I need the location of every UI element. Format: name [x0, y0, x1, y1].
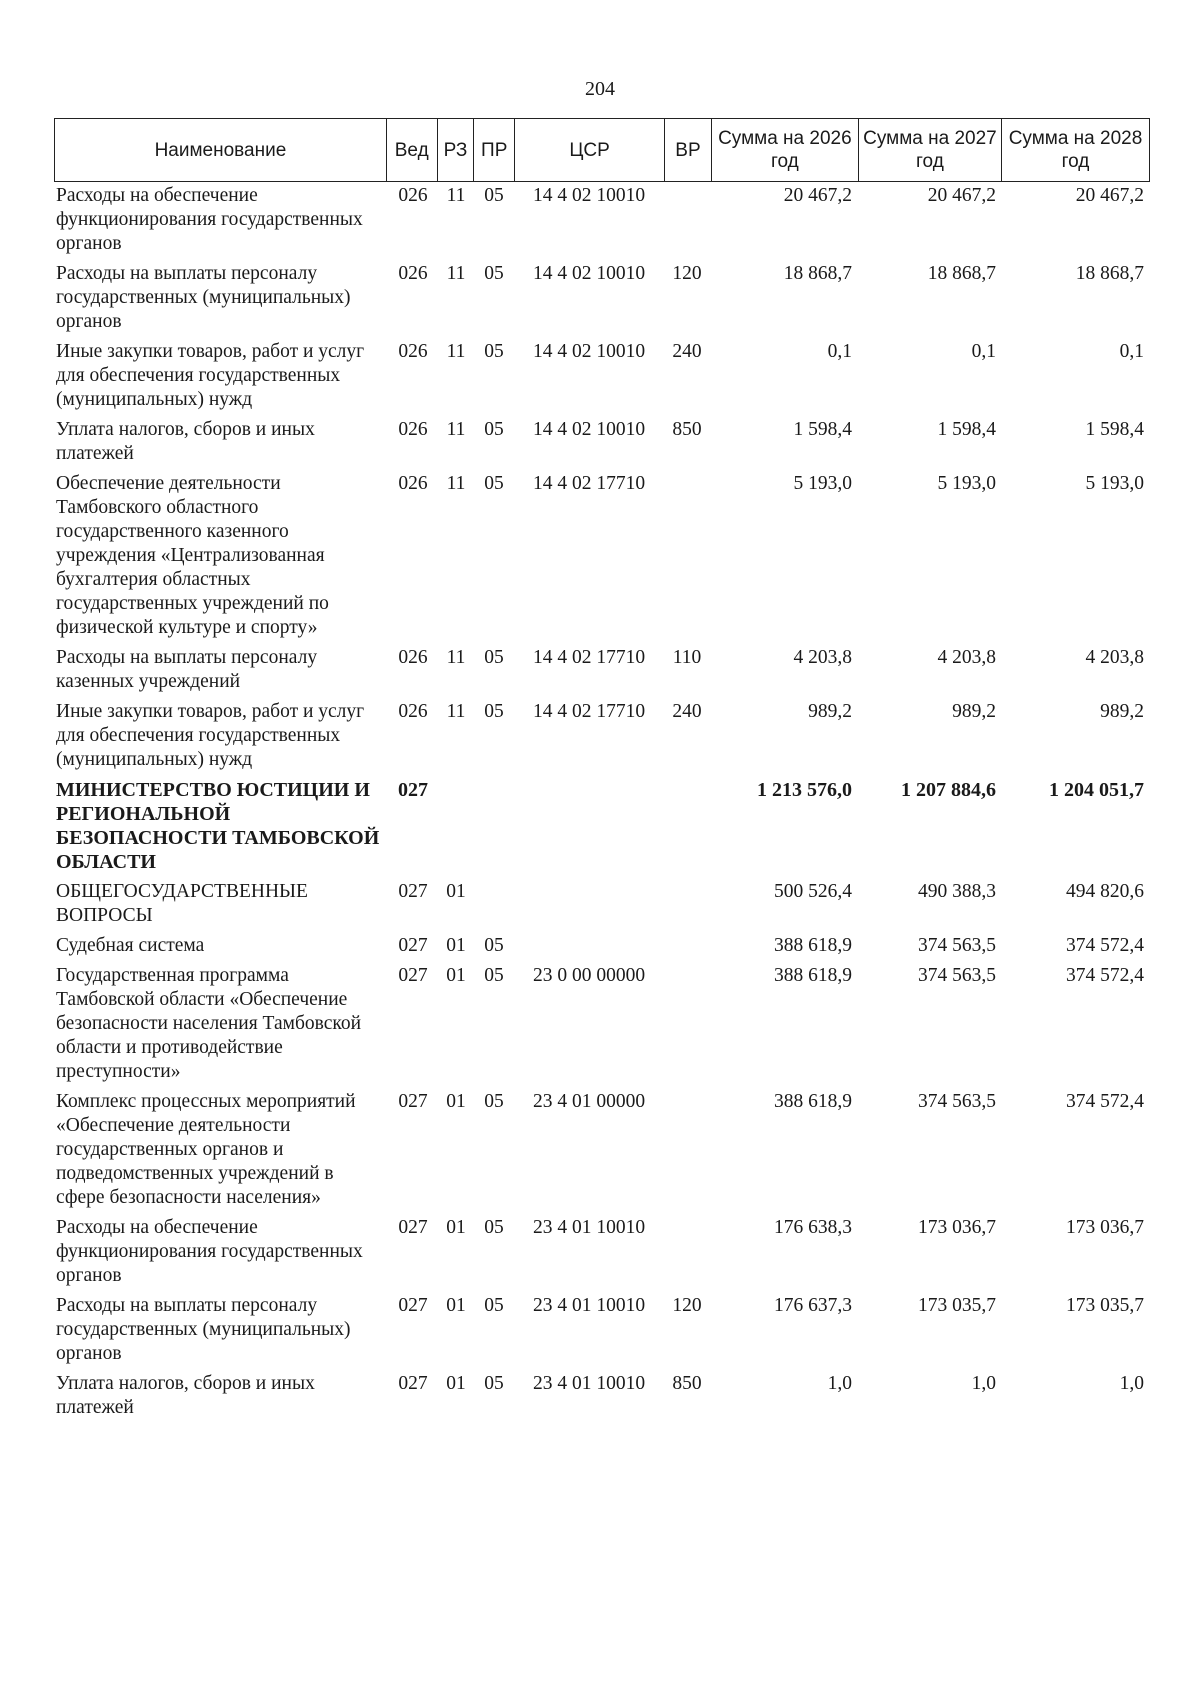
- cell-name: Расходы на выплаты персоналу государственных (муниципальных) органов: [56, 1295, 351, 1364]
- cell-csr: 23 4 01 00000: [532, 1091, 646, 1112]
- header-name: Наименование: [55, 119, 387, 181]
- cell-rz: 11: [446, 701, 466, 722]
- cell-sum-2027: 490 388,3: [918, 881, 996, 902]
- cell-sum-2028: 18 868,7: [1075, 263, 1144, 284]
- cell-sum-2027: 20 467,2: [927, 185, 996, 206]
- cell-sum-2027: 374 563,5: [918, 1091, 996, 1112]
- cell-sum-2028: 374 572,4: [1066, 1091, 1144, 1112]
- table-row: [54, 1216, 1150, 1288]
- cell-name: ОБЩЕГОСУДАРСТВЕННЫЕ ВОПРОСЫ: [56, 881, 308, 926]
- cell-sum-2026: 0,1: [827, 341, 852, 362]
- cell-ved: 027: [398, 1091, 428, 1112]
- cell-sum-2027: 989,2: [952, 701, 996, 722]
- cell-csr: 14 4 02 10010: [532, 263, 646, 284]
- cell-csr: 14 4 02 10010: [532, 341, 646, 362]
- cell-sum-2027: 1 207 884,6: [901, 779, 996, 801]
- cell-vr: 240: [672, 341, 702, 362]
- cell-name: Уплата налогов, сборов и иных платежей: [56, 1373, 315, 1418]
- cell-csr: 23 4 01 10010: [532, 1295, 646, 1316]
- header-sum-2028: Сумма на 2028 год: [1008, 128, 1143, 172]
- cell-sum-2026: 1 598,4: [793, 419, 852, 440]
- cell-vr: 850: [672, 1373, 702, 1394]
- cell-sum-2026: 388 618,9: [774, 935, 852, 956]
- cell-sum-2026: 1 213 576,0: [757, 779, 852, 801]
- table-row: [54, 472, 1150, 640]
- cell-sum-2028: 5 193,0: [1085, 473, 1144, 494]
- table-row: [54, 1294, 1150, 1366]
- cell-vr: 120: [672, 1295, 702, 1316]
- header-sum-2027: Сумма на 2027 год: [859, 119, 1002, 181]
- table-row: [54, 340, 1150, 412]
- cell-sum-2026: 4 203,8: [793, 647, 852, 668]
- cell-ved: 026: [398, 419, 428, 440]
- header-rz: РЗ: [438, 119, 475, 181]
- cell-rz: 11: [446, 647, 466, 668]
- cell-pr: 05: [484, 935, 504, 956]
- table-row: [54, 184, 1150, 256]
- cell-sum-2028: 374 572,4: [1066, 935, 1144, 956]
- cell-pr: 05: [484, 701, 504, 722]
- cell-rz: 11: [446, 185, 466, 206]
- cell-pr: 05: [484, 1091, 504, 1112]
- cell-name: Обеспечение деятельности Тамбовского областного государственного казенного учреждения «Централизованная бухгалтерия областных государственных учреждений по физической культуре и спорту»: [56, 473, 329, 638]
- table-row: [54, 1090, 1150, 1210]
- table-row: [54, 700, 1150, 772]
- cell-sum-2027: 1 598,4: [937, 419, 996, 440]
- cell-name: Иные закупки товаров, работ и услуг для обеспечения государственных (муниципальных) нужд: [56, 341, 365, 410]
- cell-ved: 026: [398, 473, 428, 494]
- cell-sum-2027: 4 203,8: [937, 647, 996, 668]
- cell-sum-2027: 374 563,5: [918, 965, 996, 986]
- header-pr: ПР: [474, 119, 515, 181]
- cell-ved: 027: [398, 965, 428, 986]
- cell-sum-2026: 500 526,4: [774, 881, 852, 902]
- cell-csr: 23 0 00 00000: [532, 965, 646, 986]
- cell-name: Комплекс процессных мероприятий «Обеспечение деятельности государственных органов и подведомственных учреждений в сфере безопасности населения»: [56, 1091, 356, 1208]
- cell-rz: 11: [446, 341, 466, 362]
- cell-sum-2028: 173 035,7: [1066, 1295, 1144, 1316]
- cell-sum-2027: 18 868,7: [927, 263, 996, 284]
- cell-sum-2026: 989,2: [808, 701, 852, 722]
- cell-ved: 027: [398, 881, 428, 902]
- cell-sum-2026: 388 618,9: [774, 1091, 852, 1112]
- cell-sum-2028: 1 204 051,7: [1049, 779, 1144, 801]
- table-row: [54, 418, 1150, 466]
- cell-rz: 11: [446, 263, 466, 284]
- cell-sum-2026: 20 467,2: [783, 185, 852, 206]
- cell-name: Расходы на обеспечение функционирования государственных органов: [56, 185, 363, 254]
- table-row: [54, 934, 1150, 958]
- cell-sum-2028: 1 598,4: [1085, 419, 1144, 440]
- cell-sum-2027: 5 193,0: [937, 473, 996, 494]
- cell-sum-2026: 18 868,7: [783, 263, 852, 284]
- cell-sum-2026: 176 638,3: [774, 1217, 852, 1238]
- cell-sum-2028: 374 572,4: [1066, 965, 1144, 986]
- cell-name: Уплата налогов, сборов и иных платежей: [56, 419, 315, 464]
- cell-ved: 026: [398, 185, 428, 206]
- cell-pr: 05: [484, 1217, 504, 1238]
- cell-sum-2028: 0,1: [1119, 341, 1144, 362]
- cell-pr: 05: [484, 1295, 504, 1316]
- cell-ved: 027: [398, 935, 428, 956]
- cell-name: Расходы на обеспечение функционирования государственных органов: [56, 1217, 363, 1286]
- cell-vr: 850: [672, 419, 702, 440]
- cell-csr: 14 4 02 17710: [532, 701, 646, 722]
- cell-ved: 026: [398, 701, 428, 722]
- cell-rz: 01: [446, 881, 466, 902]
- cell-ved: 026: [398, 341, 428, 362]
- cell-csr: 14 4 02 10010: [532, 419, 646, 440]
- table-row: [54, 778, 1150, 874]
- cell-rz: 01: [446, 1217, 466, 1238]
- cell-pr: 05: [484, 647, 504, 668]
- table-header: [54, 118, 1150, 182]
- cell-pr: 05: [484, 185, 504, 206]
- header-vr: ВР: [665, 119, 712, 181]
- cell-vr: 120: [672, 263, 702, 284]
- cell-csr: 14 4 02 17710: [532, 473, 646, 494]
- cell-sum-2028: 494 820,6: [1066, 881, 1144, 902]
- cell-name: Расходы на выплаты персоналу казенных учреждений: [56, 647, 318, 692]
- cell-vr: 110: [672, 647, 702, 668]
- cell-sum-2028: 20 467,2: [1075, 185, 1144, 206]
- cell-sum-2027: 1,0: [971, 1373, 996, 1394]
- header-csr: ЦСР: [515, 119, 665, 181]
- cell-ved: 026: [398, 263, 428, 284]
- cell-ved: 027: [398, 1295, 428, 1316]
- table-row: [54, 964, 1150, 1084]
- cell-sum-2027: 173 035,7: [918, 1295, 996, 1316]
- cell-name: Судебная система: [56, 935, 205, 956]
- cell-sum-2028: 173 036,7: [1066, 1217, 1144, 1238]
- cell-pr: 05: [484, 341, 504, 362]
- cell-name: Расходы на выплаты персоналу государственных (муниципальных) органов: [56, 263, 351, 332]
- header-sum-2026: Сумма на 2026 год: [712, 119, 859, 181]
- cell-sum-2026: 176 637,3: [774, 1295, 852, 1316]
- cell-rz: 01: [446, 1373, 466, 1394]
- budget-table: [54, 118, 1150, 1426]
- cell-sum-2028: 989,2: [1100, 701, 1144, 722]
- cell-csr: 14 4 02 17710: [532, 647, 646, 668]
- cell-csr: 23 4 01 10010: [532, 1217, 646, 1238]
- header-ved: Вед: [387, 119, 438, 181]
- cell-ved: 027: [398, 1217, 428, 1238]
- cell-pr: 05: [484, 263, 504, 284]
- cell-sum-2027: 0,1: [971, 341, 996, 362]
- cell-rz: 11: [446, 419, 466, 440]
- cell-pr: 05: [484, 419, 504, 440]
- cell-sum-2026: 1,0: [827, 1373, 852, 1394]
- cell-csr: 23 4 01 10010: [532, 1373, 646, 1394]
- cell-pr: 05: [484, 1373, 504, 1394]
- cell-sum-2026: 5 193,0: [793, 473, 852, 494]
- table-row: [54, 1372, 1150, 1420]
- cell-sum-2026: 388 618,9: [774, 965, 852, 986]
- page-number: 204: [585, 78, 615, 100]
- table-body: [54, 184, 1150, 1420]
- cell-pr: 05: [484, 473, 504, 494]
- table-row: [54, 646, 1150, 694]
- cell-sum-2028: 4 203,8: [1085, 647, 1144, 668]
- cell-rz: 11: [446, 473, 466, 494]
- cell-rz: 01: [446, 965, 466, 986]
- cell-rz: 01: [446, 935, 466, 956]
- cell-name: Иные закупки товаров, работ и услуг для обеспечения государственных (муниципальных) нужд: [56, 701, 365, 770]
- cell-ved: 027: [398, 1373, 428, 1394]
- cell-rz: 01: [446, 1091, 466, 1112]
- cell-name: МИНИСТЕРСТВО ЮСТИЦИИ И РЕГИОНАЛЬНОЙ БЕЗОПАСНОСТИ ТАМБОВСКОЙ ОБЛАСТИ: [56, 779, 380, 873]
- cell-ved: 026: [398, 647, 428, 668]
- cell-rz: 01: [446, 1295, 466, 1316]
- table-row: [54, 880, 1150, 928]
- table-row: [54, 262, 1150, 334]
- cell-sum-2027: 374 563,5: [918, 935, 996, 956]
- cell-csr: 14 4 02 10010: [532, 185, 646, 206]
- cell-sum-2027: 173 036,7: [918, 1217, 996, 1238]
- cell-pr: 05: [484, 965, 504, 986]
- cell-vr: 240: [672, 701, 702, 722]
- cell-sum-2028: 1,0: [1119, 1373, 1144, 1394]
- cell-name: Государственная программа Тамбовской области «Обеспечение безопасности населения Тамбовской области и противодействие преступности»: [56, 965, 362, 1082]
- cell-ved: 027: [398, 779, 428, 801]
